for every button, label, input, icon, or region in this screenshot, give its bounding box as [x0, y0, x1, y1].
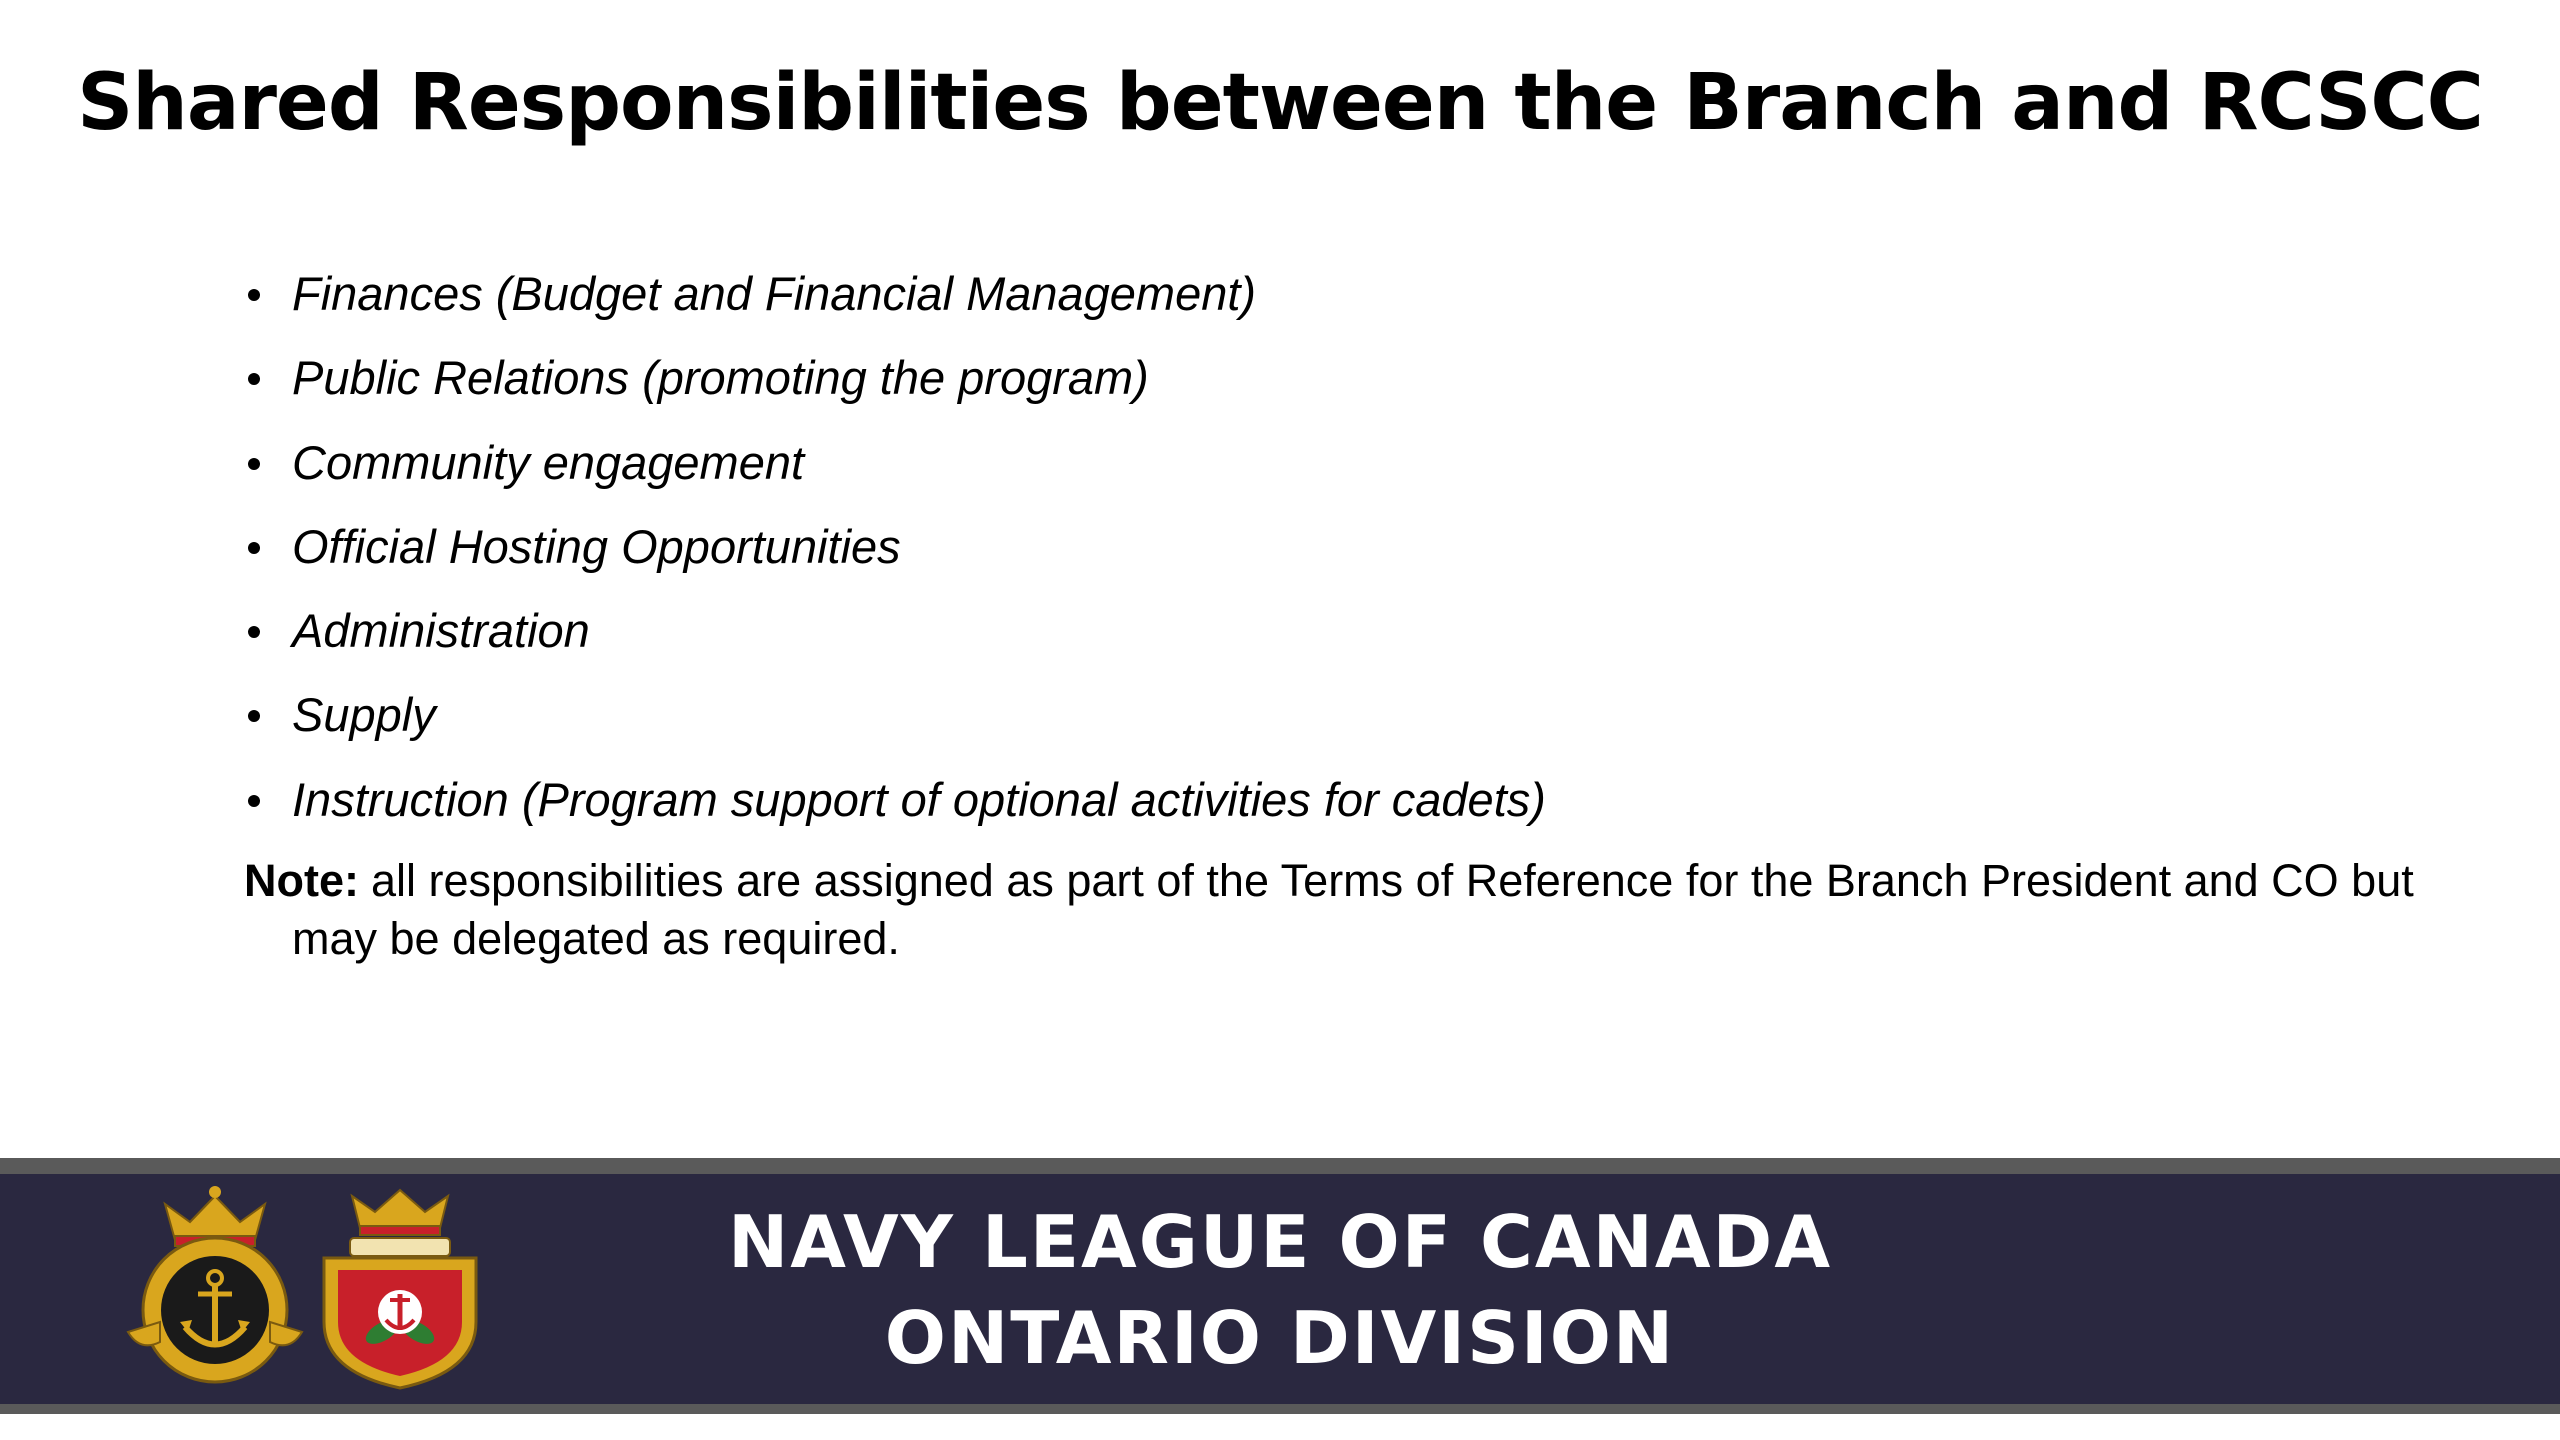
list-item	[244, 427, 1546, 511]
list-item	[244, 342, 1546, 426]
footer-top-edge	[0, 1158, 2560, 1174]
footer-title-line1: NAVY LEAGUE OF CANADA	[727, 1200, 1833, 1284]
slide-title: Shared Responsibilities between the Branch and RCSCC	[77, 58, 2483, 148]
footer-bottom-edge	[0, 1404, 2560, 1414]
list-item	[244, 764, 1546, 848]
list-item	[244, 679, 1546, 763]
list-item-text: Administration	[292, 604, 590, 658]
list-item-text: Finances (Budget and Financial Management)	[292, 267, 1257, 320]
note-text: all responsibilities are assigned as part of the Terms of Reference for the Branch President and CO but may be delegated as required.	[292, 855, 2414, 964]
note-label: Note:	[244, 855, 359, 906]
list-item-text: Instruction (Program support of optional activities for cadets)	[292, 772, 1546, 826]
list-item	[244, 511, 1546, 595]
bullet-icon	[248, 458, 260, 470]
bullet-icon	[248, 373, 260, 385]
bullet-icon	[248, 542, 260, 554]
list-item-text: Official Hosting Opportunities	[292, 519, 901, 573]
list-item	[244, 258, 1546, 342]
list-item-text: Community engagement	[292, 435, 805, 489]
bullet-icon	[248, 795, 260, 807]
footer-title-line2: ONTARIO DIVISION	[884, 1296, 1676, 1380]
list-item-text: Public Relations (promoting the program)	[292, 351, 1149, 405]
bullet-icon	[248, 289, 260, 301]
bullet-icon	[248, 626, 260, 638]
note-paragraph	[244, 852, 2422, 968]
list-item-text: Supply	[292, 688, 436, 742]
bullet-icon	[248, 710, 260, 722]
responsibilities-list	[244, 258, 1546, 848]
list-item	[244, 595, 1546, 679]
